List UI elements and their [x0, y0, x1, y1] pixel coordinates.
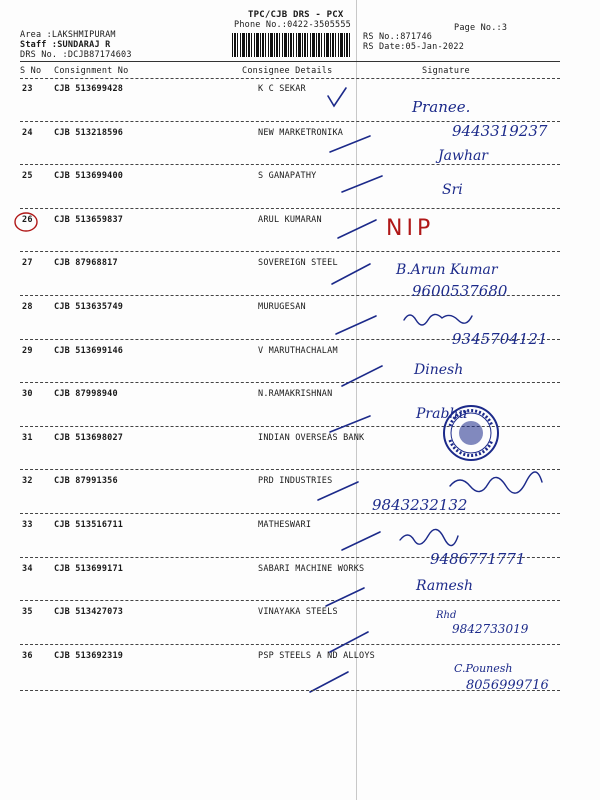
row-consignment-no: CJB 513699400	[54, 171, 124, 182]
row-consignee: PRD INDUSTRIES	[258, 476, 333, 487]
row-consignment-no: CJB 513635749	[54, 302, 124, 312]
row-consignee: SABARI MACHINE WORKS	[258, 563, 365, 574]
rs-number: RS No.:871746	[363, 32, 433, 42]
row-sno: 30	[22, 389, 33, 400]
row-consignee: ARUL KUMARAN	[258, 214, 322, 225]
row-consignment-no: CJB 513427073	[54, 607, 124, 618]
row-consignee: PSP STEELS A ND ALLOYS	[258, 650, 375, 661]
row-consignment-no: CJB 513516711	[54, 520, 124, 530]
signature-33-phone: 9486771771	[430, 550, 526, 568]
row-consignee: MURUGESAN	[258, 302, 306, 312]
row-consignee: K C SEKAR	[258, 84, 306, 94]
row-consignee: SOVEREIGN STEEL	[258, 258, 338, 269]
row-sno: 32	[22, 476, 33, 487]
row-consignment-no: CJB 87998940	[54, 389, 118, 400]
row-consignee: S GANAPATHY	[258, 171, 317, 182]
row-sno: 26	[22, 214, 33, 225]
signature-35-phone: 9842733019	[452, 622, 529, 636]
staff-label: Staff :SUNDARAJ R	[20, 40, 111, 50]
row-consignee: V MARUTHACHALAM	[258, 345, 338, 356]
row-sno: 35	[22, 607, 33, 618]
row-consignment-no: CJB 87968817	[54, 258, 118, 269]
bank-seal-stamp	[442, 404, 500, 462]
row-consignment-no: CJB 513698027	[54, 432, 124, 443]
row-consignment-no: CJB 513699146	[54, 345, 124, 356]
row-sno: 31	[22, 432, 33, 443]
nip-remark: NIP	[386, 216, 435, 241]
row-sno: 34	[22, 563, 33, 574]
row-sno: 36	[22, 650, 33, 661]
sheet-title: TPC/CJB DRS - PCX	[248, 10, 344, 20]
signature-34: Ramesh	[416, 578, 473, 594]
signature-24: Jawhar	[438, 148, 488, 164]
row-consignment-no: CJB 513699171	[54, 563, 124, 574]
signature-27-phone: 9600537680	[412, 282, 508, 300]
barcode	[232, 33, 352, 57]
header-divider	[20, 78, 560, 79]
drs-number: DRS No. :DCJB87174603	[20, 50, 132, 60]
signature-36: C.Pounesh	[454, 662, 513, 675]
signature-30: Prabhu	[416, 406, 468, 422]
row-sno: 24	[22, 127, 33, 138]
col-consignee: Consignee Details	[242, 66, 333, 76]
signature-35: Rhd	[436, 610, 457, 621]
signature-24-phone: 9443319237	[452, 122, 548, 140]
col-sno: S No	[20, 66, 42, 76]
header-rule	[20, 61, 560, 62]
row-sno: 33	[22, 520, 33, 530]
row-sno: 27	[22, 258, 33, 269]
row-consignee: NEW MARKETRONIKA	[258, 127, 344, 138]
phone-number: Phone No.:0422-3505555	[234, 20, 351, 30]
row-consignment-no: CJB 513218596	[54, 127, 124, 138]
signature-27: B.Arun Kumar	[396, 262, 498, 278]
row-consignment-no: CJB 87991356	[54, 476, 118, 487]
signature-25: Sri	[442, 182, 463, 198]
row-consignment-no: CJB 513692319	[54, 650, 124, 661]
row-sno: 25	[22, 171, 33, 182]
rs-date: RS Date:05-Jan-2022	[363, 42, 465, 52]
row-consignee: MATHESWARI	[258, 520, 312, 530]
row-consignment-no: CJB 513659837	[54, 214, 124, 225]
row-consignee: INDIAN OVERSEAS BANK	[258, 432, 365, 443]
page-number: Page No.:3	[454, 23, 508, 33]
row-consignee: N.RAMAKRISHNAN	[258, 389, 333, 400]
row-sno: 29	[22, 345, 33, 356]
footer-divider	[20, 690, 560, 691]
row-sno: 28	[22, 302, 33, 312]
signature-36-phone: 8056999716	[466, 678, 549, 693]
row-consignee: VINAYAKA STEELS	[258, 607, 338, 618]
row-sno: 23	[22, 84, 33, 94]
signature-32-phone: 9843232132	[372, 496, 468, 514]
col-signature: Signature	[422, 66, 470, 76]
col-consignment: Consignment No	[54, 66, 129, 76]
signature-23: Pranee.	[412, 98, 471, 116]
signature-28-phone: 9345704121	[452, 330, 548, 348]
row-consignment-no: CJB 513699428	[54, 84, 124, 94]
area-label: Area :LAKSHMIPURAM	[20, 30, 116, 40]
signature-29: Dinesh	[414, 362, 464, 378]
circle-mark	[12, 210, 40, 234]
